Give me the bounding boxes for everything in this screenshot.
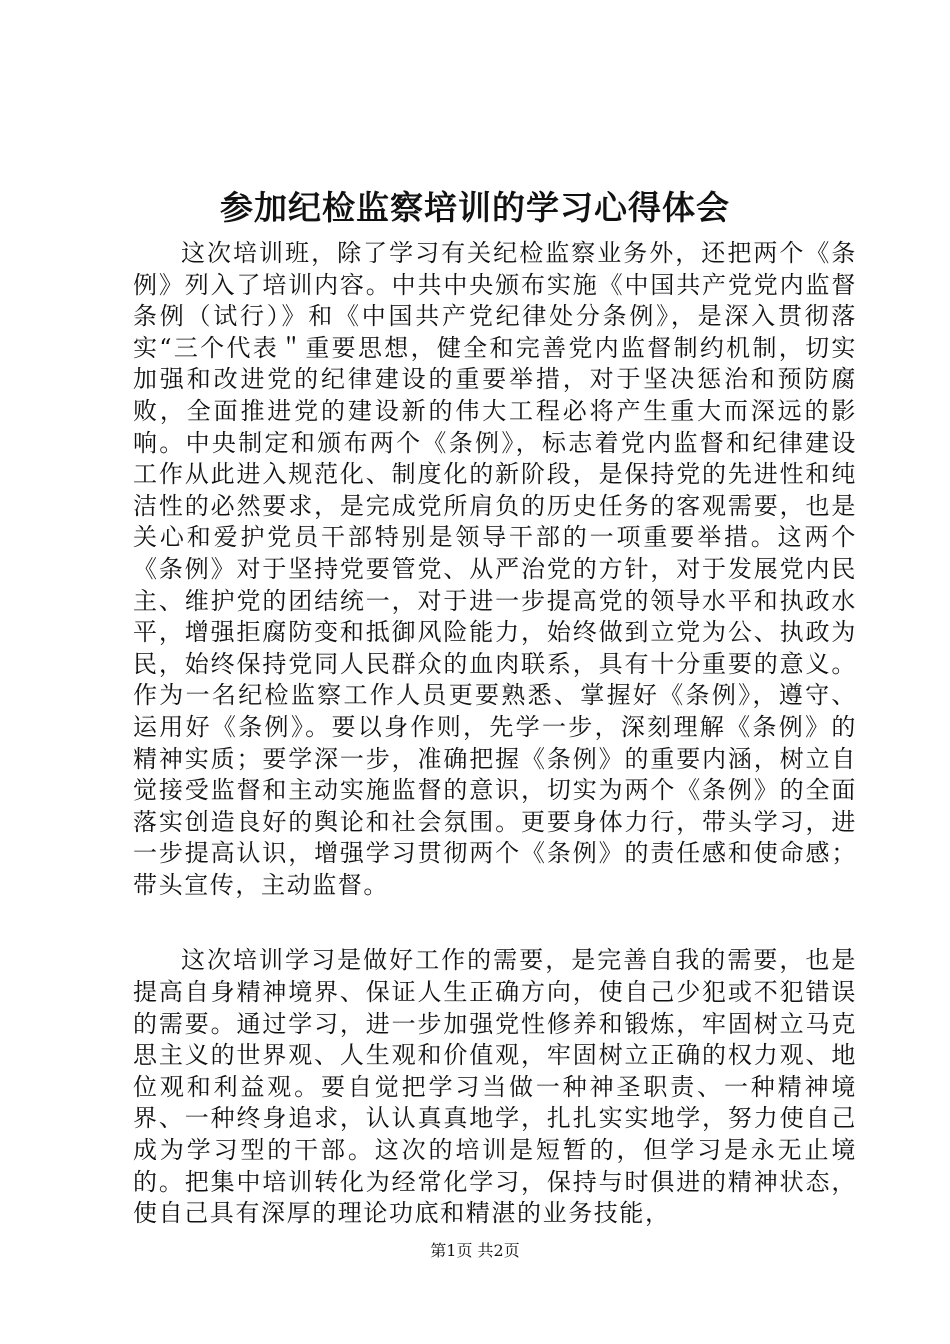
paragraph-1: 这次培训班，除了学习有关纪检监察业务外，还把两个《条例》列入了培训内容。中共中央颁布实施《中国共产党党内监督条例（试行）》和《中国共产党纪律处分条例》，是深入贯彻落实“三个代表＂重要思想，健全和完善党内监督制约机制，切实加强和改进党的纪律建设的重要举措，对于坚决惩治和预防腐败，全面推进党的建设新的伟大工程必将产生重大而深远的影响。中央制定和颁布两个《条例》，标志着党内监督和纪律建设工作从此进入规范化、制度化的新阶段，是保持党的先进性和纯洁性的必然要求，是完成党所肩负的历史任务的客观需要，也是关心和爱护党员干部特别是领导干部的一项重要举措。这两个《条例》对于坚持党要管党、从严治党的方针，对于发展党内民主、维护党的团结统一，对于进一步提高党的领导水平和执政水平，增强拒腐防变和抵御风险能力，始终做到立党为公、执政为民，始终保持党同人民群众的血肉联系，具有十分重要的意义。作为一名纪检监察工作人员更要熟悉、掌握好《条例》，遵守、运用好《条例》。要以身作则，先学一步，深刻理解《条例》的精神实质；要学深一步，准确把握《条例》的重要内涵，树立自觉接受监督和主动实施监督的意识，切实为两个《条例》的全面落实创造良好的舆论和社会氛围。更要身体力行，带头学习，进一步提高认识，增强学习贯彻两个《条例》的责任感和使命感；带头宣传，主动监督。 xyxy=(133,239,857,899)
document-title: 参加纪检监察培训的学习心得体会 xyxy=(220,188,730,227)
paragraph-2: 这次培训学习是做好工作的需要，是完善自我的需要，也是提高自身精神境界、保证人生正确方向，使自己少犯或不犯错误的需要。通过学习，进一步加强党性修养和锻炼，牢固树立马克思主义的世界观、人生观和价值观，牢固树立正确的权力观、地位观和利益观。要自觉把学习当做一种神圣职责、一种精神境界、一种终身追求，认认真真地学，扎扎实实地学，努力使自己成为学习型的干部。这次的培训是短暂的，但学习是永无止境的。把集中培训转化为经常化学习，保持与时俱进的精神状态，使自己具有深厚的理论功底和精湛的业务技能， xyxy=(133,946,857,1228)
page-footer: 第1页 共2页 xyxy=(430,1241,520,1260)
document-body xyxy=(133,238,857,1230)
